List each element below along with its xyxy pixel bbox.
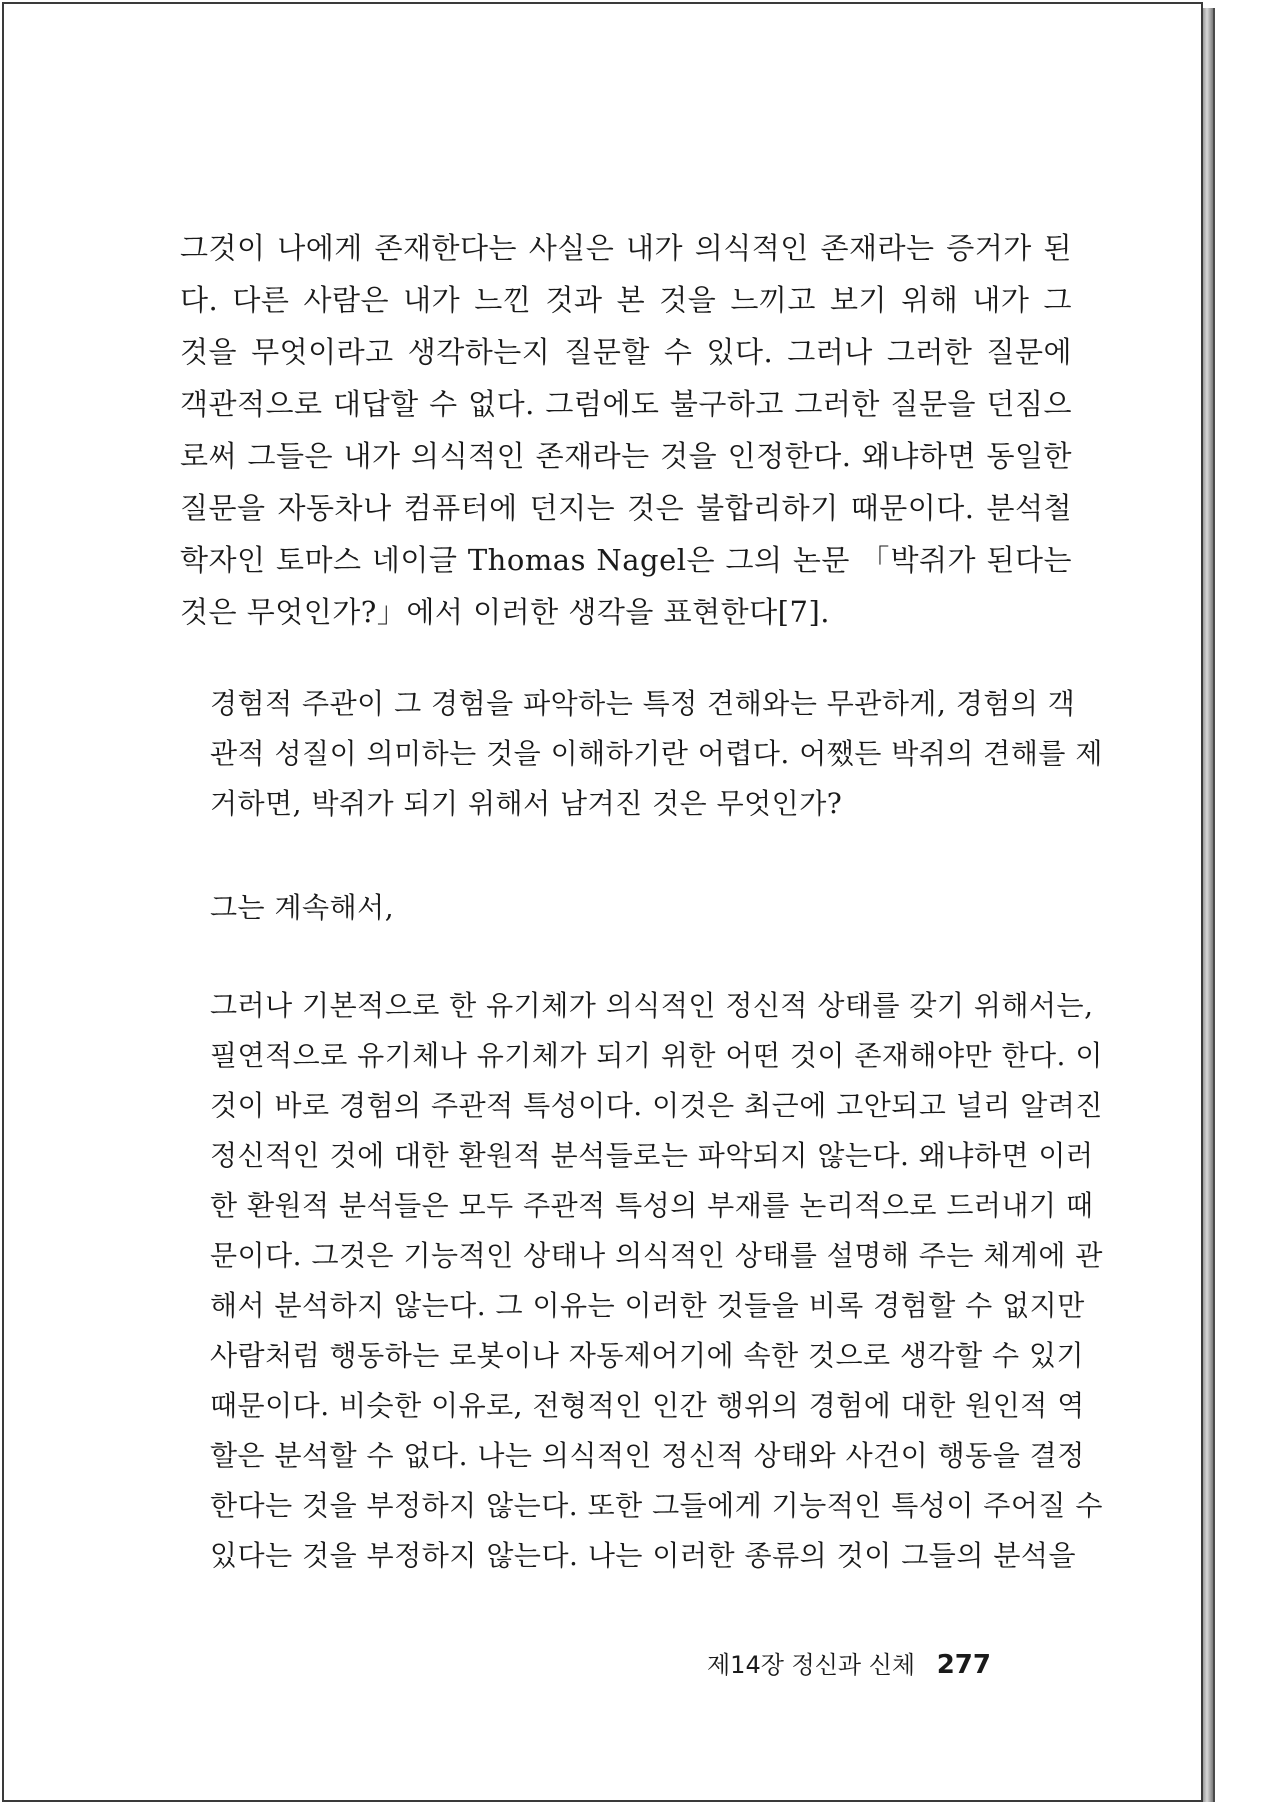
page-number: 277	[936, 1650, 991, 1680]
quote-line: 때문이다. 비슷한 이유로, 전형적인 인간 행위의 경험에 대한 원인적 역	[210, 1389, 1085, 1422]
chapter-title: 제14장 정신과 신체	[706, 1651, 916, 1679]
quote-line: 거하면, 박쥐가 되기 위해서 남겨진 것은 무엇인가?	[210, 787, 843, 820]
body-line: 다. 다른 사람은 내가 느낀 것과 본 것을 느끼고 보기 위해 내가 그	[180, 283, 1072, 317]
body-line: 객관적으로 대답할 수 없다. 그럼에도 불구하고 그러한 질문을 던짐으	[180, 387, 1072, 421]
body-line: 질문을 자동차나 컴퓨터에 던지는 것은 불합리하기 때문이다. 분석철	[180, 491, 1072, 525]
body-line: 것을 무엇이라고 생각하는지 질문할 수 있다. 그러나 그러한 질문에	[180, 335, 1072, 369]
quote-line: 있다는 것을 부정하지 않는다. 나는 이러한 종류의 것이 그들의 분석을	[210, 1539, 1076, 1572]
quote-line: 사람처럼 행동하는 로봇이나 자동제어기에 속한 것으로 생각할 수 있기	[210, 1339, 1085, 1372]
book-page	[2, 2, 1203, 1802]
continuation-text	[210, 882, 510, 934]
continuation-line: 그는 계속해서,	[210, 891, 395, 924]
body-paragraph	[180, 222, 1072, 638]
quote-line: 문이다. 그것은 기능적인 상태나 의식적인 상태를 설명해 주는 체계에 관	[210, 1239, 1103, 1272]
quote-line: 그러나 기본적으로 한 유기체가 의식적인 정신적 상태를 갖기 위해서는,	[210, 989, 1094, 1022]
body-line: 것은 무엇인가?」에서 이러한 생각을 표현한다[7].	[180, 595, 830, 629]
block-quote-nagel	[210, 679, 1103, 829]
body-line: 학자인 토마스 네이글 Thomas Nagel은 그의 논문 「박쥐가 된다는	[180, 543, 1072, 577]
page-footer	[707, 1645, 991, 1680]
quote-line: 경험적 주관이 그 경험을 파악하는 특정 견해와는 무관하게, 경험의 객	[210, 687, 1076, 720]
quote-line: 한 환원적 분석들은 모두 주관적 특성의 부재를 논리적으로 드러내기 때	[210, 1189, 1094, 1222]
block-quote-continued	[210, 981, 1103, 1581]
quote-line: 할은 분석할 수 없다. 나는 의식적인 정신적 상태와 사건이 행동을 결정	[210, 1439, 1085, 1472]
quote-line: 관적 성질이 의미하는 것을 이해하기란 어렵다. 어쨌든 박쥐의 견해를 제	[210, 737, 1103, 770]
quote-line: 해서 분석하지 않는다. 그 이유는 이러한 것들을 비록 경험할 수 없지만	[210, 1289, 1085, 1322]
page-stack-edge	[1203, 8, 1215, 1802]
quote-line: 필연적으로 유기체나 유기체가 되기 위한 어떤 것이 존재해야만 한다. 이	[210, 1039, 1103, 1072]
body-line: 로써 그들은 내가 의식적인 존재라는 것을 인정한다. 왜냐하면 동일한	[180, 439, 1072, 473]
quote-line: 한다는 것을 부정하지 않는다. 또한 그들에게 기능적인 특성이 주어질 수	[210, 1489, 1103, 1522]
quote-line: 것이 바로 경험의 주관적 특성이다. 이것은 최근에 고안되고 널리 알려진	[210, 1089, 1103, 1122]
body-line: 그것이 나에게 존재한다는 사실은 내가 의식적인 존재라는 증거가 된	[180, 231, 1072, 265]
quote-line: 정신적인 것에 대한 환원적 분석들로는 파악되지 않는다. 왜냐하면 이러	[210, 1139, 1094, 1172]
